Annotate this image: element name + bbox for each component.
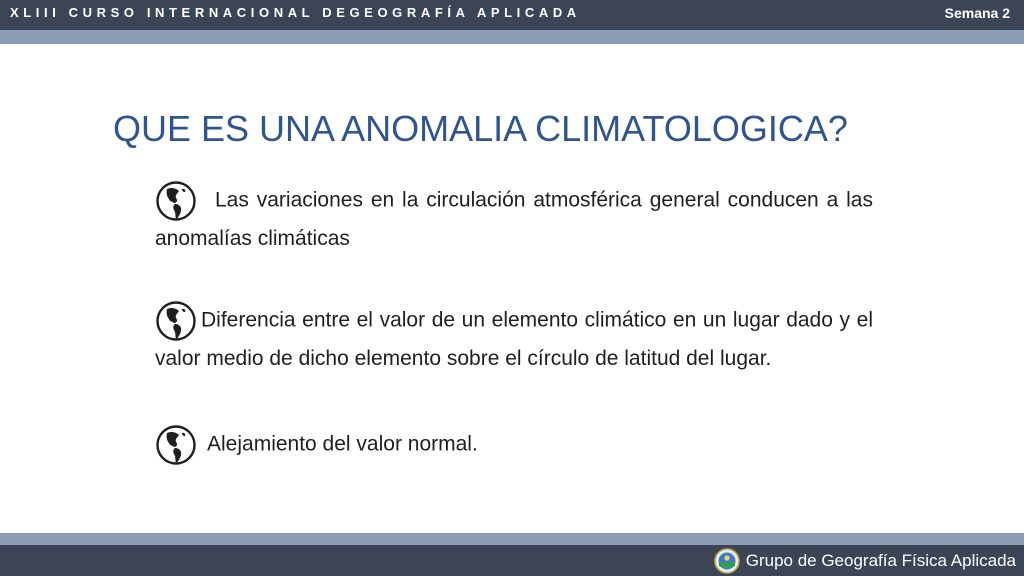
- bullet-text: Las variaciones en la circulación atmosférica general conducen a las anomalías climáticas: [155, 188, 873, 250]
- group-logo-icon: [714, 548, 740, 574]
- globe-americas-icon: [155, 180, 197, 222]
- course-title: XLIII CURSO INTERNACIONAL DEGEOGRAFÍA APLICADA: [10, 5, 581, 20]
- globe-americas-icon: [155, 424, 197, 466]
- header-bar: [0, 0, 1024, 30]
- header-stripe: [0, 30, 1024, 44]
- footer-stripe: [0, 533, 1024, 545]
- bullet-item: [155, 300, 873, 375]
- slide-title: QUE ES UNA ANOMALIA CLIMATOLOGICA?: [113, 108, 848, 149]
- bullet-item: [155, 424, 873, 466]
- week-label: Semana 2: [944, 5, 1010, 21]
- bullet-text: Diferencia entre el valor de un elemento climático en un lugar dado y el valor medio de dicho elemento sobre el círculo de latitud del lugar.: [155, 308, 873, 370]
- bullet-item: [155, 180, 873, 255]
- group-name: Grupo de Geografía Física Aplicada: [745, 551, 1016, 570]
- bullet-text: Alejamiento del valor normal.: [207, 432, 478, 456]
- footer-bar: [0, 545, 1024, 576]
- globe-americas-icon: [155, 300, 197, 342]
